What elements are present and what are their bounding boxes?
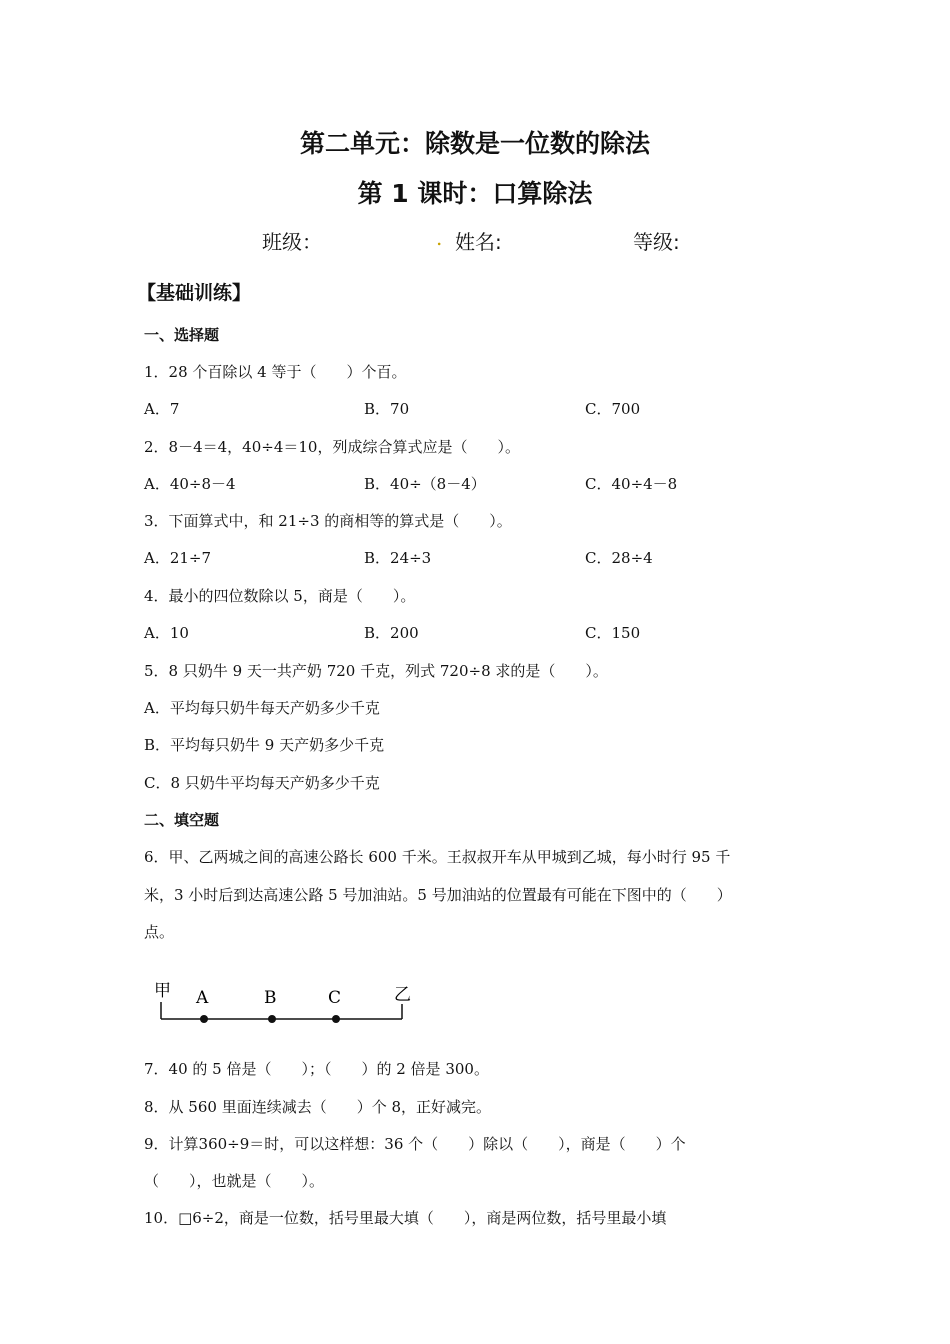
point-b-dot bbox=[268, 1015, 276, 1023]
q4-option-a: A．10 bbox=[144, 624, 189, 642]
point-c-dot bbox=[332, 1015, 340, 1023]
q3-text: 3．下面算式中，和 21÷3 的商相等的算式是（ ）。 bbox=[144, 512, 512, 530]
point-a-label: A bbox=[196, 988, 209, 1008]
grade-label: 等级: bbox=[633, 230, 680, 254]
part2-title: 二、填空题 bbox=[144, 811, 220, 829]
q4-text: 4．最小的四位数除以 5，商是（ ）。 bbox=[144, 587, 416, 605]
point-b-label: B bbox=[264, 988, 277, 1008]
q6-line3: 点。 bbox=[144, 923, 175, 941]
q1-text: 1．28 个百除以 4 等于（ ）个百。 bbox=[144, 363, 407, 381]
q3-option-a: A．21÷7 bbox=[144, 549, 212, 567]
dot-mark: . bbox=[436, 226, 443, 250]
section-basic: 【基础训练】 bbox=[137, 282, 252, 304]
start-city-label: 甲 bbox=[154, 981, 171, 1001]
q6-line1: 6．甲、乙两城之间的高速公路长 600 千米。王叔叔开车从甲城到乙城，每小时行 95 千 bbox=[144, 848, 731, 866]
q5-option-b: B．平均每只奶牛 9 天产奶多少千克 bbox=[144, 736, 385, 754]
point-a-dot bbox=[200, 1015, 208, 1023]
class-label: 班级： bbox=[262, 230, 322, 254]
q10-text: 10．□6÷2，商是一位数，括号里最大填（ ），商是两位数，括号里最小填 bbox=[144, 1209, 667, 1227]
q9-line2: （ ），也就是（ ）。 bbox=[144, 1172, 325, 1190]
q2-option-c: C．40÷4－8 bbox=[585, 475, 678, 493]
q3-option-c: C．28÷4 bbox=[585, 549, 653, 567]
q2-text: 2．8－4＝4，40÷4＝10，列成综合算式应是（ ）。 bbox=[144, 438, 520, 456]
q4-option-b: B．200 bbox=[364, 624, 419, 642]
q2-option-b: B．40÷（8－4） bbox=[364, 475, 486, 493]
part1-title: 一、选择题 bbox=[144, 326, 220, 344]
name-label: 姓名: bbox=[455, 230, 502, 254]
lesson-title: 第 1 课时：口算除法 bbox=[357, 179, 593, 208]
q9-line1: 9．计算360÷9＝时，可以这样想：36 个（ ）除以（ ），商是（ ）个 bbox=[144, 1135, 686, 1153]
q6-line2: 米，3 小时后到达高速公路 5 号加油站。5 号加油站的位置最有可能在下图中的（ ） bbox=[144, 886, 732, 904]
q5-option-c: C．8 只奶牛平均每天产奶多少千克 bbox=[144, 774, 380, 792]
q1-option-a: A．7 bbox=[144, 400, 180, 418]
unit-title: 第二单元：除数是一位数的除法 bbox=[299, 129, 650, 158]
route-diagram bbox=[150, 978, 420, 1030]
q7-text: 7．40 的 5 倍是（ ）；（ ）的 2 倍是 300。 bbox=[144, 1060, 489, 1078]
q5-text: 5．8 只奶牛 9 天一共产奶 720 千克，列式 720÷8 求的是（ ）。 bbox=[144, 662, 608, 680]
q1-option-b: B．70 bbox=[364, 400, 410, 418]
q2-option-a: A．40÷8－4 bbox=[144, 475, 236, 493]
end-city-label: 乙 bbox=[394, 985, 411, 1005]
q1-option-c: C．700 bbox=[585, 400, 641, 418]
q4-option-c: C．150 bbox=[585, 624, 641, 642]
point-c-label: C bbox=[328, 988, 342, 1008]
q8-text: 8．从 560 里面连续减去（ ）个 8，正好减完。 bbox=[144, 1098, 492, 1116]
q5-option-a: A．平均每只奶牛每天产奶多少千克 bbox=[144, 699, 380, 717]
q3-option-b: B．24÷3 bbox=[364, 549, 432, 567]
